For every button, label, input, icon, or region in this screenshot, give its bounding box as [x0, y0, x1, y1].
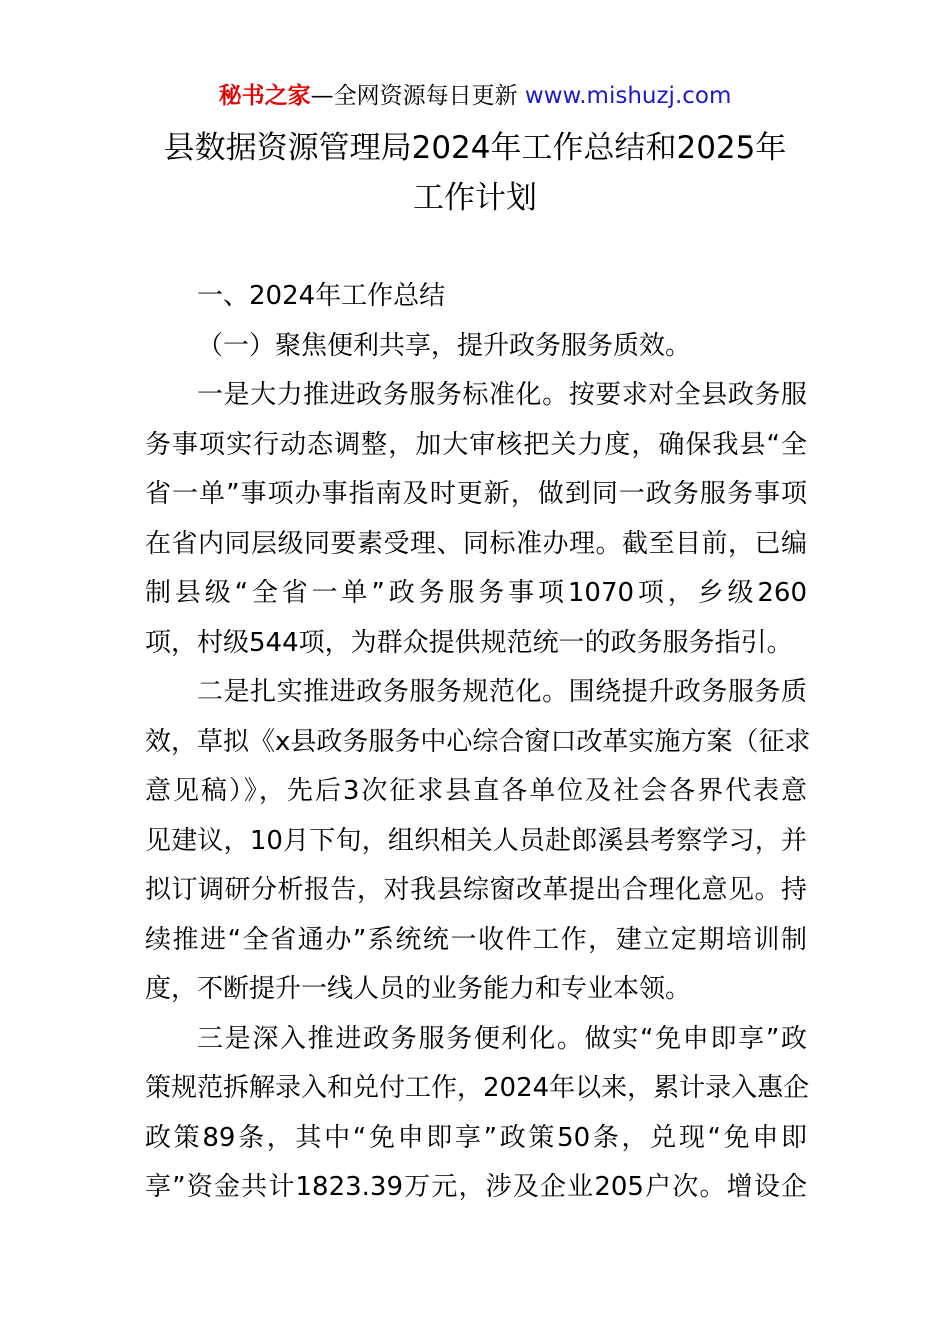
paragraph-line: 二是扎实推进政务服务规范化。围绕提升政务服务质 — [197, 677, 807, 707]
document-body — [145, 272, 811, 1213]
title-line-1: 县数据资源管理局2024年工作总结和2025年 — [163, 130, 787, 166]
site-url[interactable]: www.mishuzj.com — [524, 83, 732, 109]
paragraph-line: 三是深入推进政务服务便利化。做实“免申即享”政 — [197, 1023, 807, 1054]
paragraph-regulation — [145, 668, 811, 1015]
paragraph-line: 见建议，10月下旬，组织相关人员赴郎溪县考察学习，并 — [145, 825, 807, 856]
paragraph-line: 省一单”事项办事指南及时更新，做到同一政务服务事项 — [145, 479, 807, 509]
paragraph-line: 效，草拟《x县政务服务中心综合窗口改革实施方案（征求 — [145, 726, 811, 757]
paragraph-standardization — [145, 371, 807, 668]
site-brand: 秘书之家 — [218, 83, 311, 109]
section-heading: 一、2024年工作总结 — [197, 281, 446, 311]
paragraph-line: 一是大力推进政务服务标准化。按要求对全县政务服 — [197, 380, 807, 410]
paragraph-line: 政策89条，其中“免申即享”政策50条，兑现“免申即 — [145, 1122, 807, 1153]
paragraph-line: 在省内同层级同要素受理、同标准办理。截至目前，已编 — [145, 528, 807, 559]
paragraph-line: 拟订调研分析报告，对我县综窗改革提出合理化意见。持 — [145, 875, 807, 905]
paragraph-line: 度，不断提升一线人员的业务能力和专业本领。 — [145, 974, 692, 1004]
paragraph-line: 续推进“全省通办”系统统一收件工作，建立定期培训制 — [145, 924, 807, 955]
document-title — [100, 123, 850, 223]
paragraph-line: 项，村级544项，为群众提供规范统一的政务服务指引。 — [145, 627, 793, 658]
paragraph-line: 制县级“全省一单”政务服务事项1070项，乡级260 — [145, 578, 807, 608]
paragraph-convenience — [145, 1015, 810, 1213]
paragraph-line: 享”资金共计1823.39万元，涉及企业205户次。增设企 — [145, 1172, 807, 1202]
paragraph-line: 策规范拆解录入和兑付工作，2024年以来，累计录入惠企 — [145, 1073, 810, 1103]
paragraph-line: 意见稿）》，先后3次征求县直各单位及社会各界代表意 — [145, 776, 807, 806]
site-tagline: —全网资源每日更新 — [310, 83, 525, 109]
title-line-2: 工作计划 — [413, 180, 537, 216]
site-header — [0, 80, 950, 112]
paragraph-line: 务事项实行动态调整，加大审核把关力度，确保我县“全 — [145, 429, 807, 460]
subsection-heading: （一）聚焦便利共享，提升政务服务质效。 — [197, 330, 692, 361]
